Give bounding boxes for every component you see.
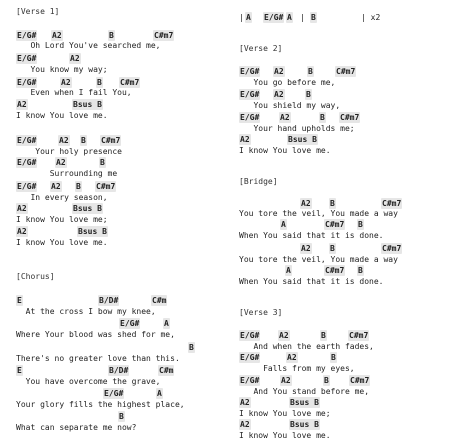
chord-csharpm7[interactable]: C#m7	[340, 113, 360, 122]
chord-a2[interactable]: A2	[61, 78, 71, 87]
lyric-line: There's no greater love than this.	[16, 354, 180, 363]
lyric-line: You tore the veil, You made a way	[239, 209, 398, 218]
chord-bsus-b[interactable]: Bsus B	[290, 420, 319, 429]
chord-e-over-gsharp[interactable]: E/G#	[17, 158, 37, 167]
lyric-line: You go before me,	[239, 78, 336, 87]
chord-a2[interactable]: A2	[17, 100, 27, 109]
lyric-line: In every season,	[16, 193, 108, 202]
chord-a2[interactable]: A2	[17, 204, 27, 213]
chord-bsus-b[interactable]: Bsus B	[290, 398, 319, 407]
section-header: [Verse 2]	[239, 44, 283, 53]
chord-b[interactable]: B	[81, 136, 86, 145]
chord-a[interactable]: A	[157, 389, 162, 398]
chord-csharpm[interactable]: C#m	[152, 296, 167, 305]
lyric-line: You have overcome the grave,	[16, 377, 161, 386]
lyric-line: And when the earth fades,	[239, 342, 374, 351]
chord-a[interactable]: A	[286, 266, 291, 275]
chord-b[interactable]: B	[321, 331, 326, 340]
chord-a2[interactable]: A2	[70, 54, 80, 63]
lyric-line: I know You love me.	[16, 238, 108, 247]
chord-b[interactable]: B	[100, 158, 105, 167]
chord-a2[interactable]: A2	[301, 244, 311, 253]
chord-b[interactable]: B	[331, 353, 336, 362]
chord-csharpm[interactable]: C#m	[159, 366, 174, 375]
chord-a2[interactable]: A2	[287, 353, 297, 362]
lyric-line: Where Your blood was shed for me,	[16, 330, 175, 339]
lyric-line: I know You love me;	[239, 409, 331, 418]
chord-a2[interactable]: A2	[274, 67, 284, 76]
chord-b[interactable]: B	[76, 182, 81, 191]
chord-b-over-dsharp[interactable]: B/D#	[109, 366, 129, 375]
lyric-line: Your hand upholds me;	[239, 124, 355, 133]
chord-b[interactable]: B	[119, 412, 124, 421]
chord-e[interactable]: E	[17, 296, 22, 305]
lyric-line: Falls from my eyes,	[239, 364, 355, 373]
chord-a2[interactable]: A2	[51, 182, 61, 191]
chord-csharpm7[interactable]: C#m7	[154, 31, 174, 40]
chord-e-over-gsharp[interactable]: E/G#	[240, 376, 260, 385]
chord-e-over-gsharp[interactable]: E/G#	[17, 54, 37, 63]
chord-a2[interactable]: A2	[281, 376, 291, 385]
chord-a[interactable]: A	[287, 13, 292, 22]
lyric-line: And You stand before me,	[239, 387, 370, 396]
lyric-line: When You said that it is done.	[239, 231, 384, 240]
chord-a2[interactable]: A2	[240, 398, 250, 407]
chord-b[interactable]: B	[308, 67, 313, 76]
chord-csharpm7[interactable]: C#m7	[349, 331, 369, 340]
chord-a[interactable]: A	[246, 13, 251, 22]
chord-e-over-gsharp[interactable]: E/G#	[120, 319, 140, 328]
chord-a2[interactable]: A2	[240, 135, 250, 144]
chord-b[interactable]: B	[97, 78, 102, 87]
chord-b-over-dsharp[interactable]: B/D#	[99, 296, 119, 305]
chord-csharpm7[interactable]: C#m7	[325, 220, 345, 229]
chord-b[interactable]: B	[324, 376, 329, 385]
lyric-line: What can separate me now?	[16, 423, 137, 432]
chord-bsus-b[interactable]: Bsus B	[78, 227, 107, 236]
chord-b[interactable]: B	[109, 31, 114, 40]
chord-a2[interactable]: A2	[280, 113, 290, 122]
chord-a2[interactable]: A2	[279, 331, 289, 340]
lyric-line: You tore the veil, You made a way	[239, 255, 398, 264]
chord-b[interactable]: B	[306, 90, 311, 99]
bar-marker: | x2	[361, 13, 381, 22]
chord-a2[interactable]: A2	[274, 90, 284, 99]
chord-a2[interactable]: A2	[301, 199, 311, 208]
chord-b[interactable]: B	[330, 199, 335, 208]
chord-a[interactable]: A	[281, 220, 286, 229]
chord-bsus-b[interactable]: Bsus B	[288, 135, 317, 144]
lyric-line: Your holy presence	[16, 147, 122, 156]
chord-e[interactable]: E	[17, 366, 22, 375]
lyric-line: Even when I fail You,	[16, 88, 132, 97]
lyric-line: You shield my way,	[239, 101, 341, 110]
chord-e-over-gsharp[interactable]: E/G#	[240, 67, 260, 76]
chord-b[interactable]: B	[358, 266, 363, 275]
lyric-line: When You said that it is done.	[239, 277, 384, 286]
chord-a2[interactable]: A2	[17, 227, 27, 236]
chord-csharpm7[interactable]: C#m7	[325, 266, 345, 275]
chord-b[interactable]: B	[320, 113, 325, 122]
section-header: [Verse 3]	[239, 308, 283, 317]
chord-bsus-b[interactable]: Bsus B	[73, 204, 102, 213]
chord-csharpm7[interactable]: C#m7	[382, 244, 402, 253]
lyric-line: At the cross I bow my knee,	[16, 307, 156, 316]
lyric-line: Your glory fills the highest place,	[16, 400, 185, 409]
section-header: [Verse 1]	[16, 7, 60, 16]
section-header: [Bridge]	[239, 177, 278, 186]
chord-a[interactable]: A	[164, 319, 169, 328]
chord-csharpm7[interactable]: C#m7	[96, 182, 116, 191]
chord-b[interactable]: B	[358, 220, 363, 229]
chord-e-over-gsharp[interactable]: E/G#	[104, 389, 124, 398]
chord-e-over-gsharp[interactable]: E/G#	[240, 113, 260, 122]
chord-csharpm7[interactable]: C#m7	[336, 67, 356, 76]
chord-csharpm7[interactable]: C#m7	[350, 376, 370, 385]
chord-csharpm7[interactable]: C#m7	[382, 199, 402, 208]
bar-marker: |	[239, 13, 244, 22]
chord-e-over-gsharp[interactable]: E/G#	[17, 78, 37, 87]
chord-b[interactable]: B	[330, 244, 335, 253]
section-header: [Chorus]	[16, 272, 55, 281]
chord-a2[interactable]: A2	[240, 420, 250, 429]
lyric-line: Surrounding me	[16, 169, 118, 178]
chord-a2[interactable]: A2	[52, 31, 62, 40]
lyric-line: I know You love me.	[239, 146, 331, 155]
lyric-line: I know You love me.	[16, 111, 108, 120]
lyric-line: You know my way;	[16, 65, 108, 74]
lyric-line: I know You love me;	[16, 215, 108, 224]
chord-bsus-b[interactable]: Bsus B	[73, 100, 102, 109]
lyric-line: Oh Lord You've searched me,	[16, 41, 161, 50]
chord-e-over-gsharp[interactable]: E/G#	[240, 353, 260, 362]
chord-e-over-gsharp[interactable]: E/G#	[17, 136, 37, 145]
chord-b[interactable]: B	[189, 343, 194, 352]
chord-e-over-gsharp[interactable]: E/G#	[17, 31, 37, 40]
lyric-line: I know You love me.	[239, 431, 331, 440]
chord-a2[interactable]: A2	[56, 158, 66, 167]
chord-e-over-gsharp[interactable]: E/G#	[264, 13, 284, 22]
chord-b[interactable]: B	[311, 13, 316, 22]
chord-e-over-gsharp[interactable]: E/G#	[17, 182, 37, 191]
chord-csharpm7[interactable]: C#m7	[120, 78, 140, 87]
chord-e-over-gsharp[interactable]: E/G#	[240, 90, 260, 99]
chord-a2[interactable]: A2	[59, 136, 69, 145]
chord-csharpm7[interactable]: C#m7	[101, 136, 121, 145]
bar-marker: |	[300, 13, 305, 22]
chord-e-over-gsharp[interactable]: E/G#	[240, 331, 260, 340]
